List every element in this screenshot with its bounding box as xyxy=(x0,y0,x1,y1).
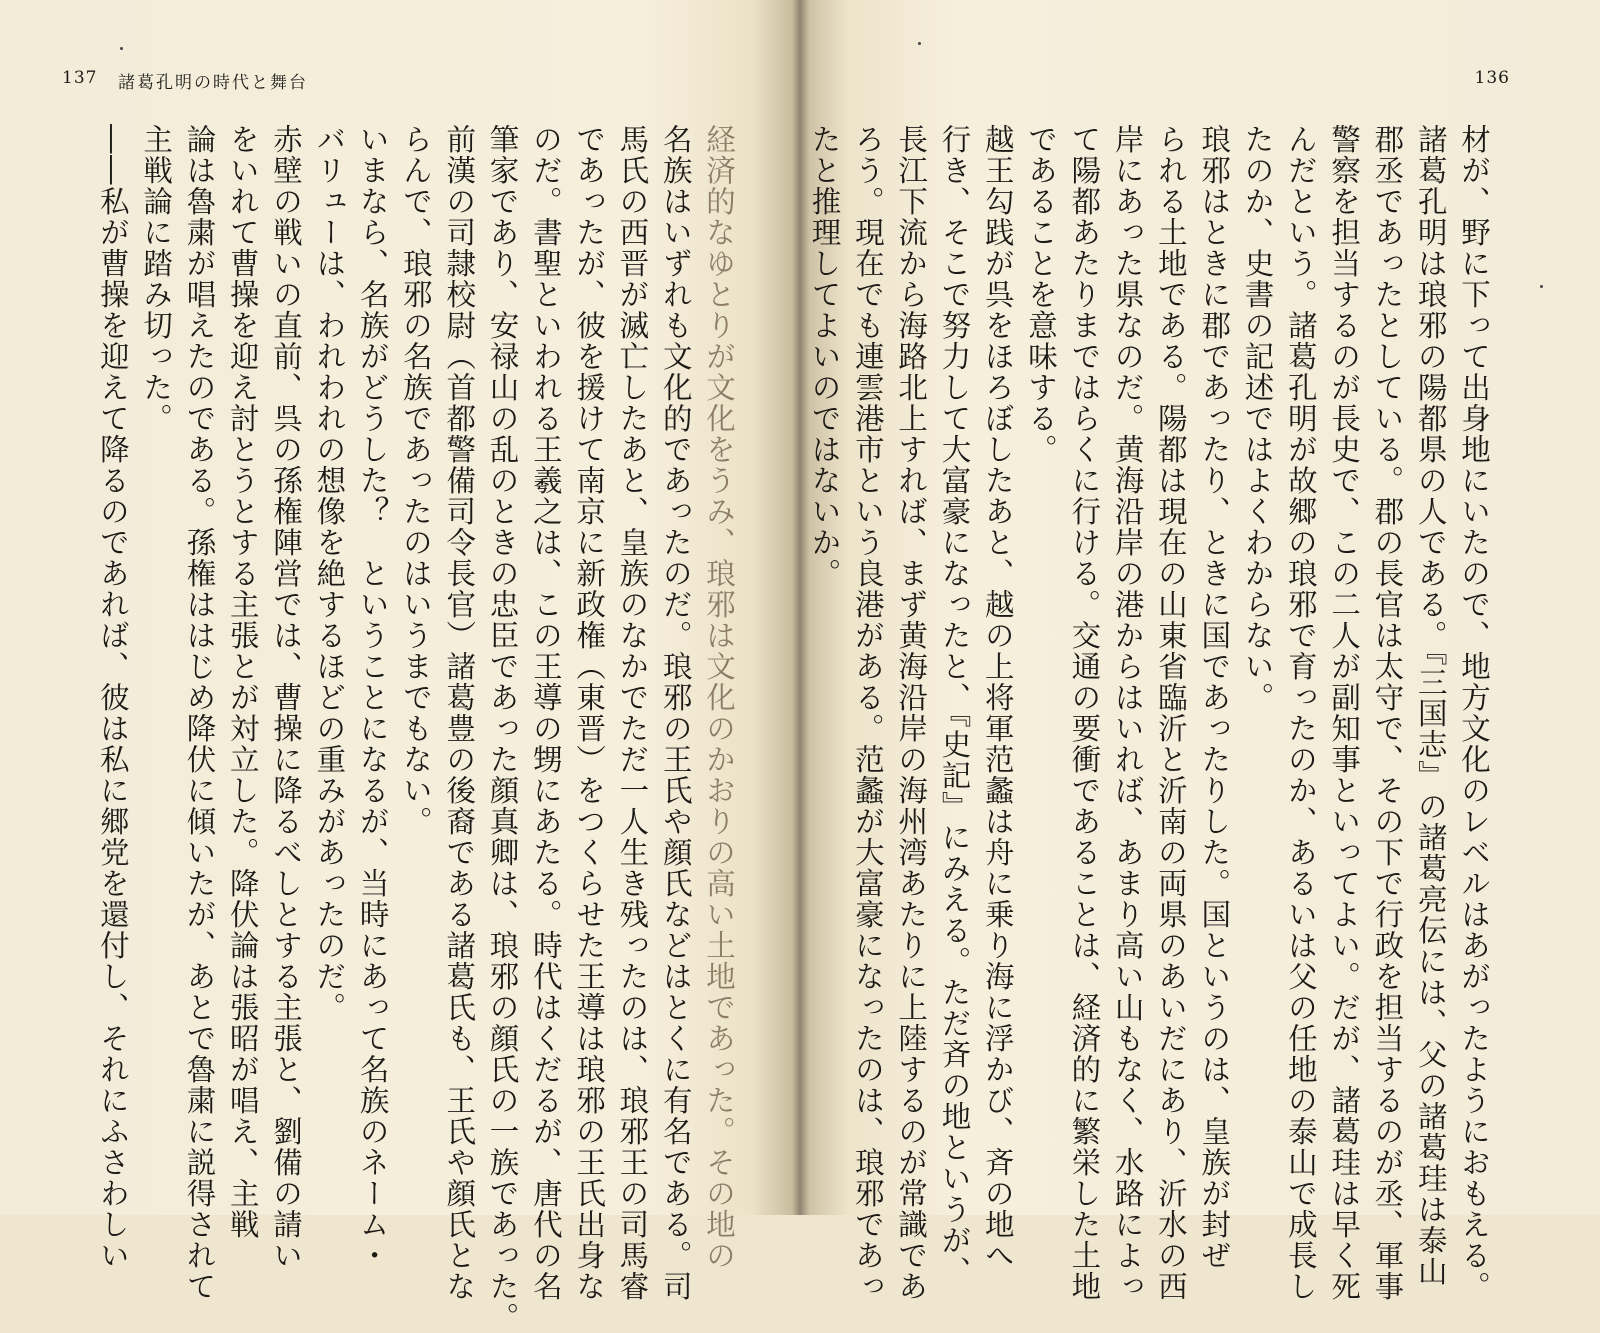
text-line: て陽都あたりまではらくに行ける。交通の要衝であることは、経済的に繁栄した土地 xyxy=(1067,124,1102,1302)
text-line: んだという。諸葛孔明が故郷の琅邪で育ったのか、あるいは父の任地の泰山で成長し xyxy=(1283,124,1318,1302)
text-line: たと推理してよいのではないか。 xyxy=(807,124,842,589)
text-line: 諸葛孔明は琅邪の陽都県の人である。『三国志』の諸葛亮伝には、父の諸葛珪は泰山 xyxy=(1413,124,1448,1288)
left-page xyxy=(0,0,785,1333)
text-line: 赤壁の戦いの直前、呉の孫権陣営では、曹操に降るべしとする主張と、劉備の請い xyxy=(269,124,304,1271)
text-line: 筆家であり、安禄山の乱のときの忠臣であった顔真卿は、琅邪の顔氏の一族であった。 xyxy=(485,124,520,1333)
text-line: バリューは、われわれの想像を絶するほどの重みがあったのだ。 xyxy=(312,124,347,1023)
text-line: られる土地である。陽都は現在の山東省臨沂と沂南の両県のあいだにあり、沂水の西 xyxy=(1153,124,1188,1302)
text-line: であることを意味する。 xyxy=(1024,124,1059,465)
running-head: 諸葛孔明の時代と舞台 xyxy=(118,73,308,93)
right-page xyxy=(790,0,1600,1302)
right-page-body xyxy=(807,124,1495,1302)
text-line: 行き、そこで努力して大富豪になったと、『史記』にみえる。ただ斉の地というが、 xyxy=(937,124,972,1288)
page-number-right: 136 xyxy=(1474,68,1510,88)
text-line: たのか、史書の記述ではよくわからない。 xyxy=(1240,124,1275,713)
text-line: 材が、野に下って出身地にいたので、地方文化のレベルはあがったようにおもえる。 xyxy=(1457,124,1491,1302)
text-line: 論は魯粛が唱えたのである。孫権ははじめ降伏に傾いたが、あとで魯粛に説得されて xyxy=(182,124,217,1302)
text-line: であったが、彼を援けて南京に新政権（東晋）をつくらせた王導は琅邪の王氏出身な xyxy=(572,124,607,1302)
paper-speck xyxy=(918,42,921,45)
text-line: 郡丞であったとしている。郡の長官は太守で、その下で行政を担当するのが丞、軍事 xyxy=(1370,124,1405,1302)
text-line: 越王勾践が呉をほろぼしたあと、越の上将軍范蠡は舟に乗り海に浮かび、斉の地へ xyxy=(980,124,1015,1271)
text-line: 琅邪はときに郡であったり、ときに国であったりした。国というのは、皇族が封ぜ xyxy=(1197,124,1232,1271)
text-line: をいれて曹操を迎え討とうとする主張とが対立した。降伏論は張昭が唱え、主戦 xyxy=(225,124,260,1240)
text-line: 主戦論に踏み切った。 xyxy=(139,124,174,434)
paper-speck xyxy=(1540,285,1543,288)
text-line: らんで、琅邪の名族であったのはいうまでもない。 xyxy=(398,124,433,837)
text-line: 警察を担当するのが長史で、この二人が副知事といってよい。だが、諸葛珪は早く死 xyxy=(1327,124,1362,1302)
text-line: ――私が曹操を迎えて降るのであれば、彼は私に郷党を還付し、それにふさわしい xyxy=(95,124,130,1271)
text-line: 前漢の司隷校尉（首都警備司令長官）諸葛豊の後裔である諸葛氏も、王氏や顔氏とな xyxy=(442,124,477,1302)
text-line: ろう。現在でも連雲港市という良港がある。范蠡が大富豪になったのは、琅邪であっ xyxy=(850,124,885,1302)
text-line: 経済的なゆとりが文化をうみ、琅邪は文化のかおりの高い土地であった。その地の xyxy=(702,124,736,1271)
page-number-left: 137 xyxy=(62,68,98,88)
text-line: 長江下流から海路北上すれば、まず黄海沿岸の海州湾あたりに上陸するのが常識であ xyxy=(894,124,929,1302)
text-line: 名族はいずれも文化的であったのだ。琅邪の王氏や顔氏などはとくに有名である。司 xyxy=(658,124,693,1302)
text-line: 岸にあった県なのだ。黄海沿岸の港からはいれば、あまり高い山もなく、水路によっ xyxy=(1110,124,1145,1302)
text-line: いまなら、名族がどうした？ ということになるが、当時にあって名族のネーム・ xyxy=(355,124,390,1271)
paper-speck xyxy=(120,47,123,50)
text-line: のだ。書聖といわれる王羲之は、この王導の甥にあたる。時代はくだるが、唐代の名 xyxy=(528,124,563,1302)
text-line: 馬氏の西晋が滅亡したあと、皇族のなかでただ一人生き残ったのは、琅邪王の司馬睿 xyxy=(615,124,650,1302)
left-page-body xyxy=(95,124,740,1333)
